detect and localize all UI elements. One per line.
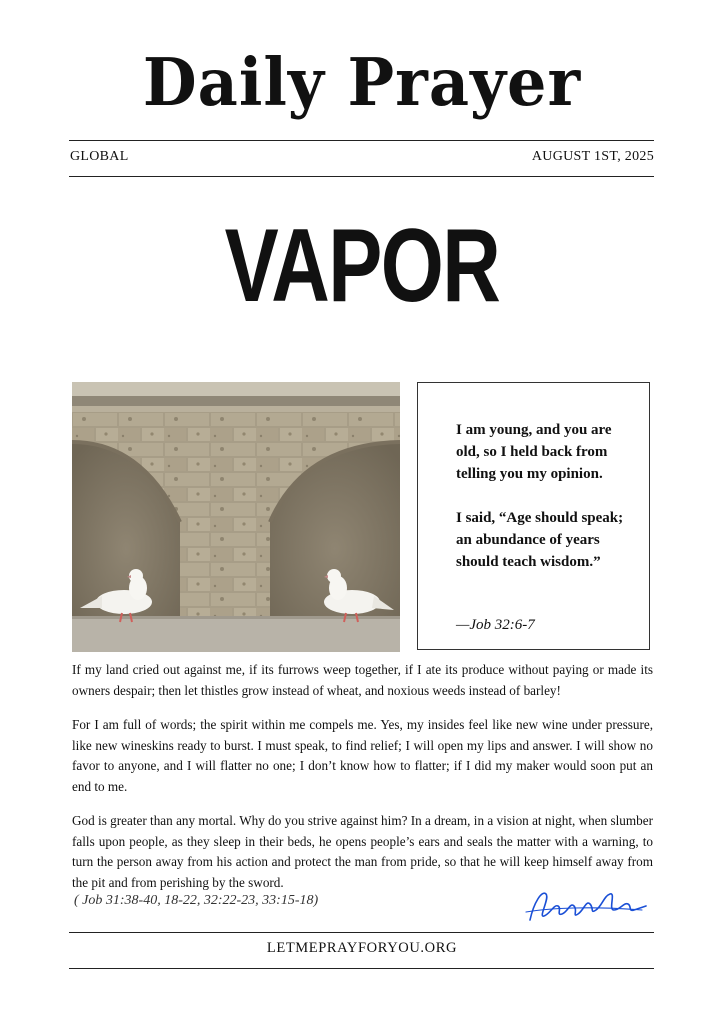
scripture-references: ( Job 31:38-40, 18-22, 32:22-23, 33:15-18) — [74, 893, 319, 908]
headline: VAPOR — [224, 208, 500, 324]
scripture-quote-box — [417, 382, 650, 650]
quote-line: I am young, and you are old, so I held back from telling you my opinion. — [456, 422, 612, 482]
footer-top-rule — [69, 932, 654, 933]
quote-reference: —Job 32:6-7 — [456, 617, 535, 633]
article-paragraph: For I am full of words; the spirit within me compels me. Yes, my insides feel like new wine under pressure, like new wineskins ready to burst. I must speak, to find relief; I will open my lips and answer. I will show no favor to anyone, and I will flatter no one; I don’t know how to flatter; if I did my maker would soon put an end to me. — [72, 717, 653, 794]
doves-photo — [72, 382, 400, 652]
article-paragraph: If my land cried out against me, if its furrows weep together, if I ate its produce without paying or made its owners despair; then let thistles grow instead of wheat, and noxious weeds instead of barley! — [72, 662, 653, 698]
quote-line: I said, “Age should speak; an abundance of years should teach wisdom.” — [456, 510, 624, 570]
date-label: AUGUST 1ST, 2025 — [531, 149, 654, 164]
footer-website-link[interactable]: LETMEPRAYFORYOU.ORG — [266, 940, 458, 956]
region-label: GLOBAL — [70, 149, 129, 164]
top-rule — [69, 140, 654, 141]
signature-mark — [520, 880, 650, 928]
signature — [520, 880, 650, 928]
footer-bottom-rule — [69, 968, 654, 969]
masthead-title: Daily Prayer — [142, 44, 582, 121]
meta-rule — [69, 176, 654, 177]
article-paragraph: God is greater than any mortal. Why do you strive against him? In a dream, in a vision at night, when slumber falls upon people, as they sleep in their beds, he opens people’s ears and seals the matter with a warning, to turn the person away from his action and protect the man from pride, so that he will keep himself away from the pit and from perishing by the sword. — [72, 813, 653, 890]
article-body — [72, 660, 653, 907]
doves-photo-illustration — [72, 382, 400, 652]
quote-text — [456, 419, 636, 595]
